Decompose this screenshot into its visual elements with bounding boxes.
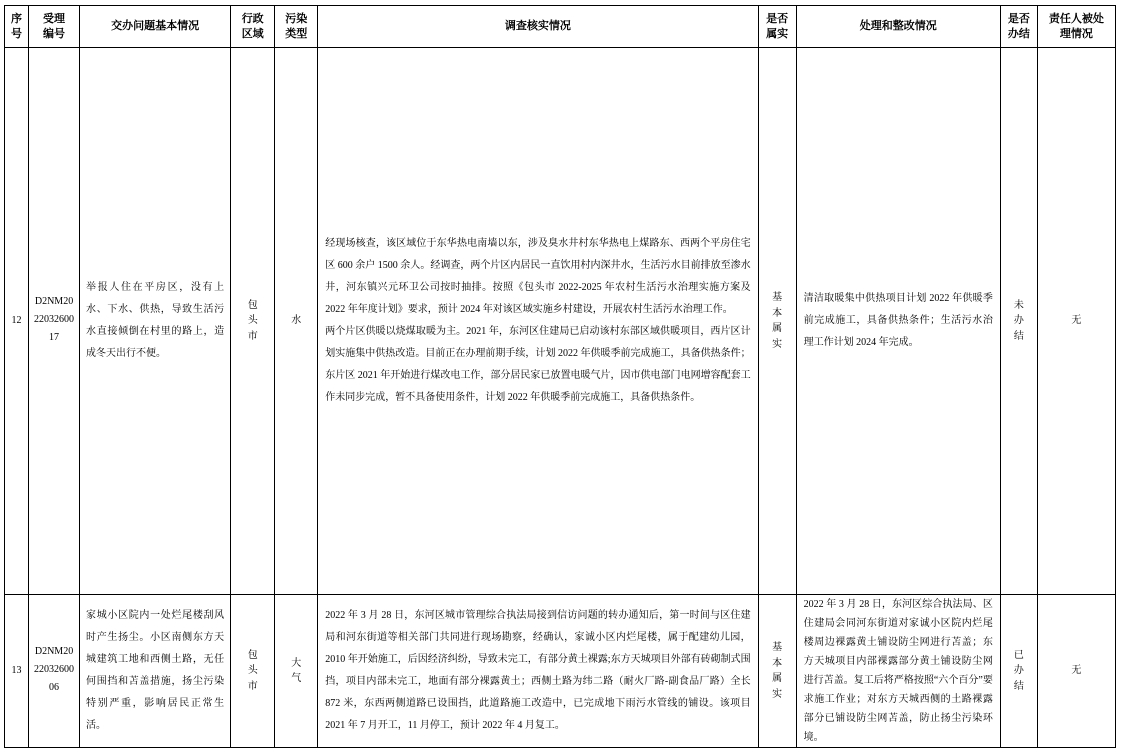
investigation-cell	[318, 48, 758, 595]
header-accountability: 责任人被处理情况	[1037, 6, 1115, 48]
acceptance-number-cell	[29, 595, 80, 748]
verified-vertical-text: 基本属实	[772, 292, 783, 350]
acceptance-number: D2NM202203260006	[34, 646, 75, 693]
header-row	[5, 6, 1116, 48]
serial-number-cell: 12	[5, 48, 29, 595]
table-row	[5, 48, 1116, 595]
pollution-type-vertical-text: 大气	[291, 657, 302, 684]
investigation-paragraph-1: 2022 年 3 月 28 日，东河区城市管理综合执法局接到信访问题的转办通知后，第一时间与区住建局和河东街道等相关部门共同进行现场勘察，经确认，家诚小区内烂尾楼，属于配建幼儿园，2010 年开始施工，后因经济纠纷，导致未完工，有部分黄土裸露;东方天城项目外部有砖砌制式围挡，项目内部未完工，地面有部分裸露黄土；西侧土路为纬二路（耐火厂路-副食品厂路）全长 872 米，东西两侧道路已设围挡，此道路施工改造中，已完成地下雨污水管线的铺设。该项目 2021 年 7 月开工，11 月停工，预计 2022 年 4 月复工。	[325, 610, 751, 731]
header-serial-number: 序号	[5, 6, 29, 48]
header-handling-rectification: 处理和整改情况	[796, 6, 1000, 48]
investigation-cell	[318, 595, 758, 748]
table-row	[5, 595, 1116, 748]
problem-summary-cell: 家城小区院内一处烂尾楼刮风时产生扬尘。小区南侧东方天城建筑工地和西侧土路，无任何围挡和苫盖措施，扬尘污染特别严重，影响居民正常生活。	[80, 595, 231, 748]
verified-vertical-text: 基本属实	[772, 642, 783, 700]
is-verified-cell	[758, 595, 796, 748]
accountability-cell: 无	[1037, 48, 1115, 595]
problem-summary-cell: 举报人住在平房区，没有上水、下水、供热，导致生活污水直接倾倒在村里的路上，造成冬天出行不便。	[80, 48, 231, 595]
region-vertical-text: 包头市	[247, 649, 258, 692]
resolved-vertical-text: 未办结	[1013, 299, 1024, 342]
admin-region-cell	[231, 48, 275, 595]
handling-cell: 清洁取暖集中供热项目计划 2022 年供暖季前完成施工，具备供热条件；生活污水治理工作计划 2024 年完成。	[796, 48, 1000, 595]
complaint-handling-table	[4, 5, 1116, 748]
acceptance-number-cell	[29, 48, 80, 595]
investigation-paragraph-2: 两个片区供暖以烧煤取暖为主。2021 年，东河区住建局已启动该村东部区域供暖项目，西片区计划实施集中供热改造。目前正在办理前期手续，计划 2022 年供暖季前完成施工，具备供热条件；东片区 2021 年开始进行煤改电工作，部分居民家已放置电暖气片，因市供电部门电网增容配套工作未同步完成，暂不具备使用条件，计划 2022 年供暖季前完成施工，具备供热条件。	[325, 326, 751, 403]
resolved-vertical-text: 已办结	[1013, 649, 1024, 692]
header-is-verified: 是否属实	[758, 6, 796, 48]
investigation-paragraph-1: 经现场核查，该区域位于东华热电南墙以东，涉及臭水井村东华热电上煤路东、西两个平房住宅区 600 余户 1500 余人。经调查，两个片区内居民一直饮用村内深井水，生活污水目前排放至渗水井，河东镇兴元环卫公司按时抽排。按照《包头市 2022-2025 年农村生活污水治理实施方案及 2022 年年度计划》要求，预计 2024 年对该区域实施乡村建设，开展农村生活污水治理工作。	[325, 238, 751, 315]
pollution-type-cell	[275, 595, 318, 748]
admin-region-cell	[231, 595, 275, 748]
header-problem-summary: 交办问题基本情况	[80, 6, 231, 48]
region-vertical-text: 包头市	[247, 299, 258, 342]
is-resolved-cell	[1000, 48, 1037, 595]
header-investigation: 调查核实情况	[318, 6, 758, 48]
accountability-cell: 无	[1037, 595, 1115, 748]
header-acceptance-number: 受理编号	[29, 6, 80, 48]
pollution-type-cell: 水	[275, 48, 318, 595]
is-resolved-cell	[1000, 595, 1037, 748]
header-pollution-type: 污染类型	[275, 6, 318, 48]
header-admin-region: 行政区域	[231, 6, 275, 48]
handling-cell: 2022 年 3 月 28 日，东河区综合执法局、区住建局会同河东街道对家诚小区院内烂尾楼周边裸露黄土铺设防尘网进行苫盖；东方天城项目内部裸露部分黄土铺设防尘网进行苫盖。复工后将严格按照“六个百分”要求施工作业；对东方天城西侧的土路裸露部分已铺设防尘网苫盖，防止扬尘污染环境。	[796, 595, 1000, 748]
acceptance-number: D2NM202203260017	[34, 296, 75, 343]
header-is-resolved: 是否办结	[1000, 6, 1037, 48]
is-verified-cell	[758, 48, 796, 595]
serial-number-cell: 13	[5, 595, 29, 748]
